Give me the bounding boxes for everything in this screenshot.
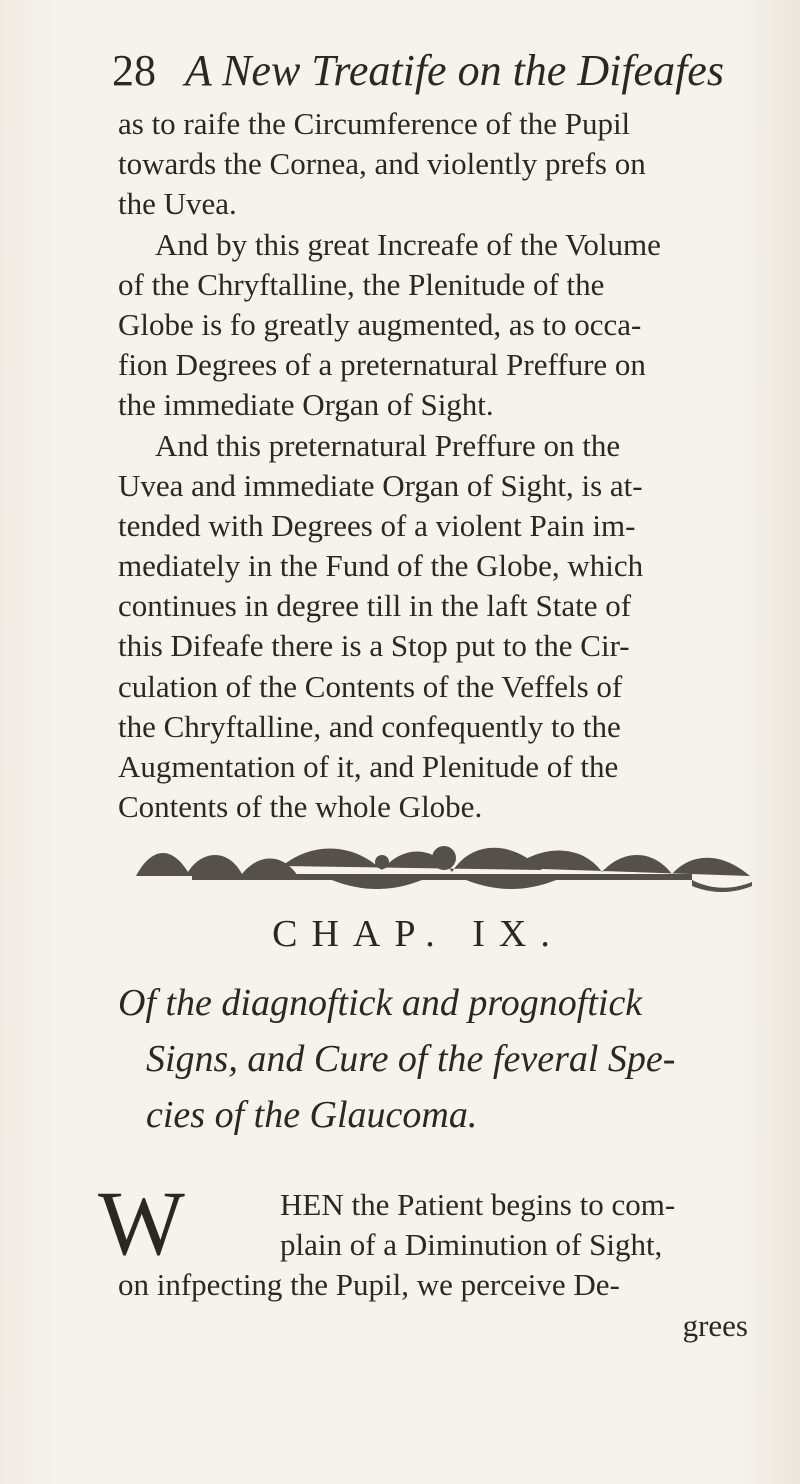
text-line: fion Degrees of a preternatural Preffure on	[118, 347, 646, 383]
text-line: And by this great Increafe of the Volume	[155, 226, 661, 262]
chapter-subtitle	[118, 975, 778, 1143]
text-line: this Difeafe there is a Stop put to the Cir-	[118, 628, 630, 664]
body-text	[118, 104, 778, 827]
text-line: tended with Degrees of a violent Pain im-	[118, 507, 636, 543]
text-line: Contents of the whole Globe.	[118, 789, 483, 825]
text-line: the Chryftalline, and confequently to the	[118, 708, 621, 744]
running-header	[112, 40, 752, 102]
ornament-band-icon	[132, 836, 756, 894]
text-line: continues in degree till in the laft State of	[118, 588, 632, 624]
text-line: Globe is fo greatly augmented, as to occa-	[118, 306, 642, 342]
subtitle-line: Of the diagnoftick and prognoftick	[118, 982, 643, 1024]
text-line: plain of a Diminution of Sight,	[280, 1227, 663, 1263]
text-line: culation of the Contents of the Veffels of	[118, 668, 623, 704]
text-line: Augmentation of it, and Plenitude of the	[118, 749, 619, 784]
text-line: the Uvea.	[118, 186, 237, 222]
text-line: the immediate Organ of Sight.	[118, 387, 494, 423]
text-line: as to raife the Circumference of the Pupil	[118, 106, 631, 141]
chapter-heading: CHAP. IX.	[272, 913, 564, 955]
text-line: towards the Cornea, and violently prefs on	[118, 146, 646, 182]
text-line: on infpecting the Pupil, we perceive De-	[118, 1267, 620, 1303]
page-number: 28	[112, 46, 156, 95]
subtitle-line: Signs, and Cure of the feveral Spe-	[146, 1038, 676, 1080]
text-line: Uvea and immediate Organ of Sight, is at-	[118, 467, 643, 503]
text-line: HEN the Patient begins to com-	[280, 1187, 676, 1222]
opening-paragraph	[118, 1185, 778, 1346]
text-line: And this preternatural Preffure on the	[155, 427, 621, 463]
text-line: of the Chryftalline, the Plenitude of the	[118, 266, 605, 302]
subtitle-line: cies of the Glaucoma.	[146, 1094, 478, 1136]
text-line: mediately in the Fund of the Globe, which	[118, 548, 644, 584]
catchword: grees	[682, 1307, 748, 1343]
drop-cap: W	[98, 1172, 185, 1274]
running-title: A New Treatife on the Difeafes	[185, 46, 724, 95]
